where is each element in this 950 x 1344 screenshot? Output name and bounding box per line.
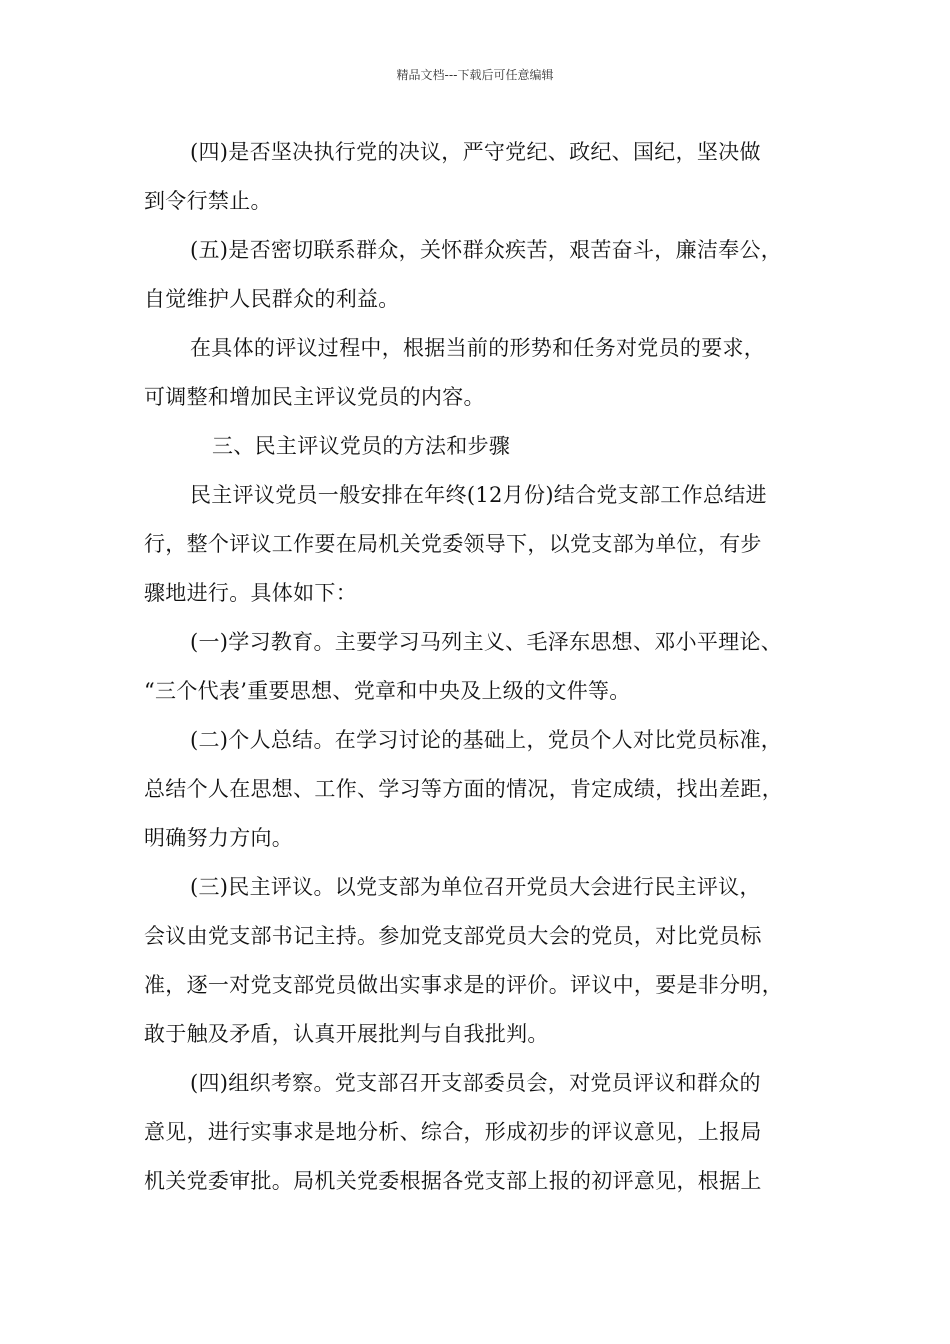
text-line: (三)民主评议。以党支部为单位召开党员大会进行民主评议， bbox=[190, 875, 761, 899]
text-line: 骤地进行。具体如下： bbox=[144, 581, 357, 605]
text-line: 准，逐一对党支部党员做出实事求是的评价。评议中，要是非分明， bbox=[144, 973, 783, 997]
text-line: 可调整和增加民主评议党员的内容。 bbox=[144, 385, 485, 409]
paragraph bbox=[144, 324, 824, 422]
text-line: 民主评议党员一般安排在年终(12月份)结合党支部工作总结进 bbox=[190, 483, 767, 507]
paragraph bbox=[144, 863, 824, 1059]
text-line: 明确努力方向。 bbox=[144, 826, 294, 850]
text-line: (五)是否密切联系群众，关怀群众疾苦，艰苦奋斗，廉洁奉公， bbox=[190, 238, 783, 262]
text-line: 意见，进行实事求是地分析、综合，形成初步的评议意见，上报局 bbox=[144, 1120, 762, 1144]
text-line: (四)组织考察。党支部召开支部委员会，对党员评议和群众的 bbox=[190, 1071, 761, 1095]
paragraph bbox=[144, 128, 824, 226]
text-line: 敢于触及矛盾，认真开展批判与自我批判。 bbox=[144, 1022, 549, 1046]
paragraph bbox=[144, 471, 824, 618]
text-line: (四)是否坚决执行党的决议，严守党纪、政纪、国纪，坚决做 bbox=[190, 140, 761, 164]
text-line: 自觉维护人民群众的利益。 bbox=[144, 287, 400, 311]
text-line: 行，整个评议工作要在局机关党委领导下，以党支部为单位，有步 bbox=[144, 532, 762, 556]
text-line: 机关党委审批。局机关党委根据各党支部上报的初评意见，根据上 bbox=[144, 1169, 762, 1193]
text-line: 三、民主评议党员的方法和步骤 bbox=[212, 434, 511, 458]
text-line: 在具体的评议过程中，根据当前的形势和任务对党员的要求， bbox=[190, 336, 766, 360]
text-line: 到令行禁止。 bbox=[144, 189, 272, 213]
page-header: 精品文档---下载后可任意编辑 bbox=[396, 68, 554, 82]
text-line: (一)学习教育。主要学习马列主义、毛泽东思想、邓小平理论、 bbox=[190, 630, 783, 654]
paragraph bbox=[144, 716, 824, 863]
text-line: 会议由党支部书记主持。参加党支部党员大会的党员，对比党员标 bbox=[144, 924, 762, 948]
text-line: “三个代表’重要思想、党章和中央及上级的文件等。 bbox=[144, 679, 631, 703]
document-body bbox=[144, 128, 824, 1206]
paragraph bbox=[144, 422, 824, 471]
paragraph bbox=[144, 226, 824, 324]
text-line: 总结个人在思想、工作、学习等方面的情况，肯定成绩，找出差距， bbox=[144, 777, 783, 801]
text-line: (二)个人总结。在学习讨论的基础上，党员个人对比党员标准， bbox=[190, 728, 783, 752]
paragraph bbox=[144, 1059, 824, 1206]
paragraph bbox=[144, 618, 824, 716]
